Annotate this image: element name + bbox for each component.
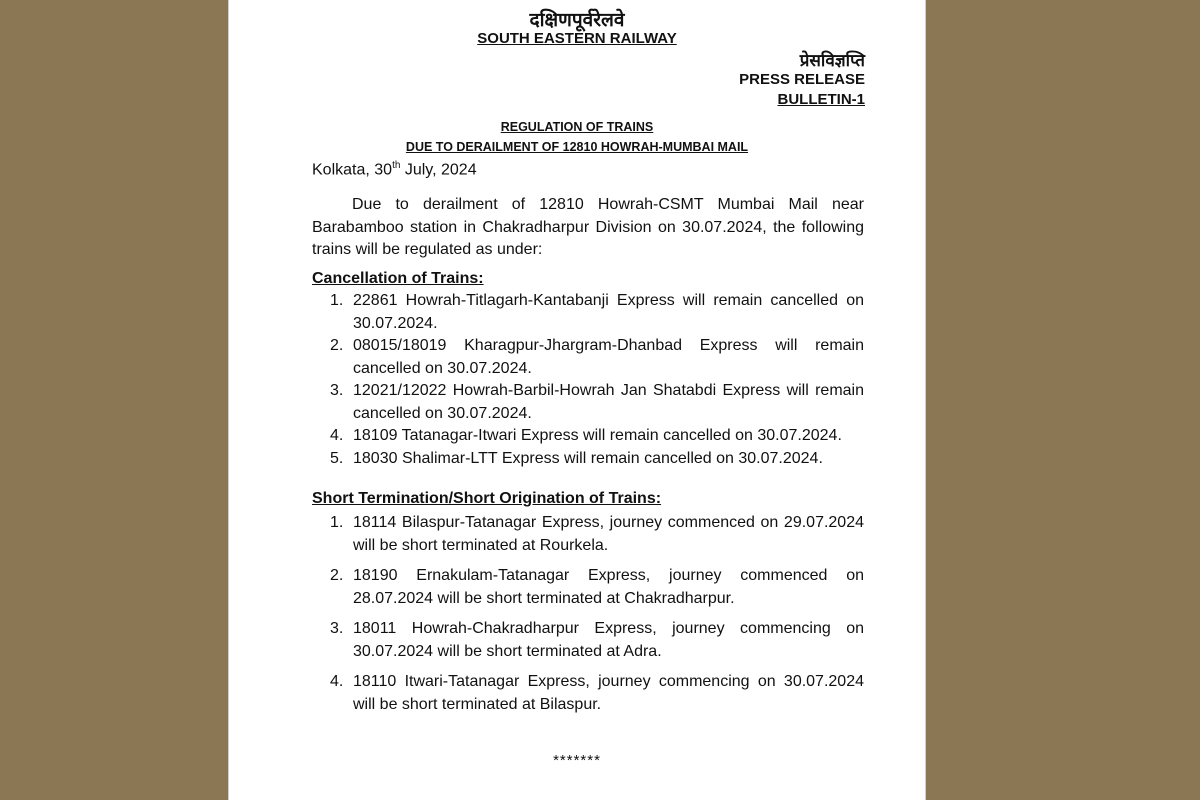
list-item: [312, 671, 864, 716]
end-marker: *******: [553, 752, 601, 769]
list-item: [312, 618, 864, 663]
document-heading: REGULATION OF TRAINS: [500, 120, 654, 134]
dateline-city-day: Kolkata, 30: [312, 161, 393, 179]
list-item-text: 22861 Howrah-Titlagarh-Kantabanji Express will remain cancelled on 30.07.2024.: [353, 292, 864, 332]
list-number: 1.: [330, 292, 344, 309]
intro-paragraph: Due to derailment of 12810 Howrah-CSMT Mumbai Mail near Barabamboo station in Chakradharpur Division on 30.07.2024, the following trains will be regulated as under:: [312, 196, 864, 258]
list-number: 3.: [330, 382, 344, 399]
list-item: [312, 380, 864, 425]
list-item: [312, 512, 864, 557]
list-item: [312, 290, 864, 335]
list-number: 2.: [330, 567, 344, 584]
list-item-text: 18110 Itwari-Tatanagar Express, journey commencing on 30.07.2024 will be short terminated at Bilaspur.: [353, 673, 864, 713]
list-item-text: 18011 Howrah-Chakradharpur Express, journey commencing on 30.07.2024 will be short terminated at Adra.: [353, 620, 864, 660]
list-number: 4.: [330, 673, 344, 690]
list-item: [312, 425, 864, 448]
cancellation-list: [312, 290, 864, 470]
list-item: [312, 448, 864, 471]
organization-title: SOUTH EASTERN RAILWAY: [477, 30, 677, 47]
list-item-text: 18190 Ernakulam-Tatanagar Express, journey commenced on 28.07.2024 will be short terminated at Chakradharpur.: [353, 567, 864, 607]
press-release-document: [228, 0, 926, 800]
dateline: [312, 160, 477, 179]
bulletin-label: BULLETIN-1: [777, 91, 865, 108]
list-item: [312, 565, 864, 610]
list-item-text: 12021/12022 Howrah-Barbil-Howrah Jan Shatabdi Express will remain cancelled on 30.07.2024.: [353, 382, 864, 422]
list-item-text: 08015/18019 Kharagpur-Jhargram-Dhanbad Express will remain cancelled on 30.07.2024.: [353, 337, 864, 377]
short-termination-section-title: Short Termination/Short Origination of Trains:: [312, 490, 662, 507]
dateline-month-year: July, 2024: [400, 161, 477, 179]
list-number: 3.: [330, 620, 344, 637]
list-item-text: 18030 Shalimar-LTT Express will remain cancelled on 30.07.2024.: [353, 449, 823, 467]
list-item: [312, 335, 864, 380]
hindi-organization-title: दक्षिणपूर्वरेलवे: [529, 9, 625, 31]
short-termination-list: [312, 512, 864, 724]
hindi-press-release-label: प्रेसविज्ञप्ति: [799, 51, 865, 71]
cancellation-section-title: Cancellation of Trains:: [312, 270, 484, 287]
list-number: 5.: [330, 449, 344, 467]
list-number: 2.: [330, 337, 344, 354]
list-item-text: 18109 Tatanagar-Itwari Express will remain cancelled on 30.07.2024.: [353, 427, 842, 444]
list-number: 1.: [330, 514, 344, 531]
list-item-text: 18114 Bilaspur-Tatanagar Express, journey commenced on 29.07.2024 will be short terminated at Rourkela.: [353, 514, 864, 554]
list-number: 4.: [330, 427, 344, 444]
press-release-label: PRESS RELEASE: [739, 71, 865, 88]
document-subheading: DUE TO DERAILMENT OF 12810 HOWRAH-MUMBAI MAIL: [405, 140, 749, 154]
dateline-ordinal: th: [392, 160, 401, 171]
